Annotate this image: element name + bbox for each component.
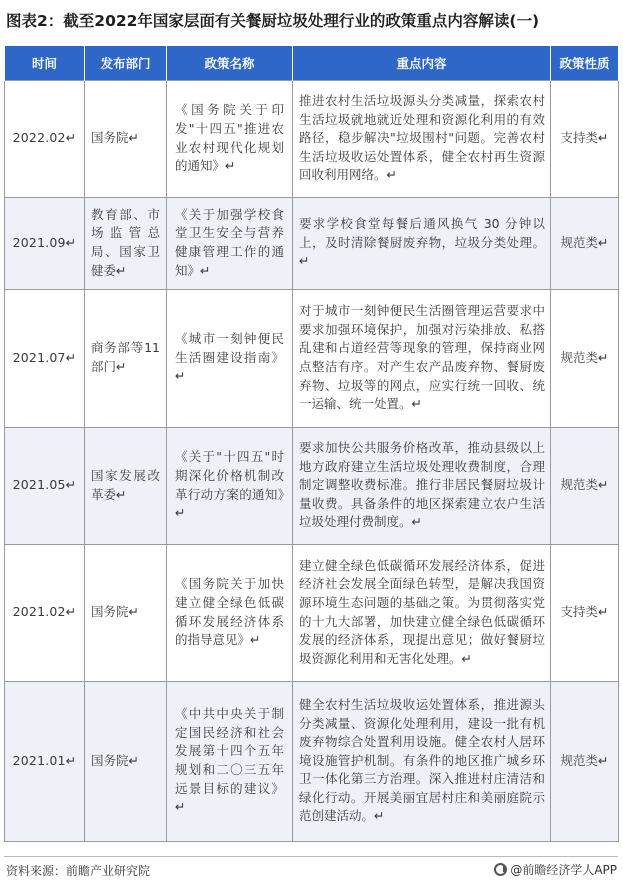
header-content: 重点内容 <box>293 46 551 80</box>
cell-nature: 规范类↵ <box>551 681 619 841</box>
header-time: 时间 <box>5 46 85 80</box>
source-note: 资料来源：前瞻产业研究院 <box>6 864 151 878</box>
cell-name: 《中共中央关于制定国民经济和社会发展第十四个五年规划和二〇三五年远景目标的建议》↵ <box>167 681 293 841</box>
cell-nature: 支持类↵ <box>551 544 619 681</box>
cell-name: 《国务院关于加快建立健全绿色低碳循环发展经济体系的指导意见》↵ <box>167 544 293 681</box>
table-row <box>5 80 619 197</box>
cell-name: 《关于加强学校食堂卫生安全与营养健康管理工作的通知》↵ <box>167 197 293 289</box>
cell-dept: 国务院↵ <box>85 681 167 841</box>
table-header-row <box>5 46 619 80</box>
table-row <box>5 289 619 427</box>
cell-nature: 支持类↵ <box>551 80 619 197</box>
table-row <box>5 427 619 544</box>
table-row <box>5 544 619 681</box>
brand-logo-icon <box>494 863 507 876</box>
cell-content: 要求加快公共服务价格改革，推动县级以上地方政府建立生活垃圾处理收费制度，合理制定调整收费标准。推行非居民餐厨垃圾计量收费。具备条件的地区探索建立农户生活垃圾处理付费制度。↵ <box>293 427 551 544</box>
policy-table <box>4 46 619 842</box>
header-name: 政策名称 <box>167 46 293 80</box>
cell-name: 《关于"十四五"时期深化价格机制改革行动方案的通知》↵ <box>167 427 293 544</box>
cell-content: 对于城市一刻钟便民生活圈管理运营要求中要求加强环境保护，加强对污染排放、私搭乱建和占道经营等现象的管理，保持商业网点整洁有序。对产生农产品废弃物、餐厨废弃物、垃圾等的网点，应实行统一回收、统一运输、统一处置。↵ <box>293 289 551 427</box>
cell-dept: 国家发展改革委↵ <box>85 427 167 544</box>
cell-time: 2021.09↵ <box>5 197 85 289</box>
cell-time: 2021.01↵ <box>5 681 85 841</box>
cell-content: 健全农村生活垃圾收运处置体系，推进源头分类减量、资源化处理利用，建设一批有机废弃物综合处置利用设施。健全农村人居环境设施管护机制。有条件的地区推广城乡环卫一体化第三方治理。深入推进村庄清洁和绿化行动。开展美丽宜居村庄和美丽庭院示范创建活动。↵ <box>293 681 551 841</box>
cell-dept: 国务院↵ <box>85 544 167 681</box>
cell-content: 建立健全绿色低碳循环发展经济体系，促进经济社会发展全面绿色转型，是解决我国资源环境生态问题的基础之策。为贯彻落实党的十九大部署，加快建立健全绿色低碳循环发展的经济体系，现提出意见；做好餐厨垃圾资源化利用和无害化处理。↵ <box>293 544 551 681</box>
cell-dept: 教育部、市场监管总局、国家卫健委↵ <box>85 197 167 289</box>
cell-time: 2021.05↵ <box>5 427 85 544</box>
cell-nature: 规范类↵ <box>551 289 619 427</box>
figure-title: 图表2：截至2022年国家层面有关餐厨垃圾处理行业的政策重点内容解读(一) <box>6 12 540 30</box>
table-row <box>5 681 619 841</box>
cell-time: 2021.02↵ <box>5 544 85 681</box>
cell-time: 2021.07↵ <box>5 289 85 427</box>
table-row <box>5 197 619 289</box>
footer-divider <box>4 856 618 857</box>
cell-dept: 商务部等11部门↵ <box>85 289 167 427</box>
cell-dept: 国务院↵ <box>85 80 167 197</box>
cell-name: 《国务院关于印发"十四五"推进农业农村现代化规划的通知》↵ <box>167 80 293 197</box>
cell-content: 推进农村生活垃圾源头分类减量，探索农村生活垃圾就地就近处理和资源化利用的有效路径，稳步解决"垃圾围村"问题。完善农村生活垃圾收运处置体系，健全农村再生资源回收利用网络。↵ <box>293 80 551 197</box>
brand-credit-text: @前瞻经济学人APP <box>510 863 617 877</box>
cell-nature: 规范类↵ <box>551 197 619 289</box>
cell-name: 《城市一刻钟便民生活圈建设指南》↵ <box>167 289 293 427</box>
header-nature: 政策性质 <box>551 46 619 80</box>
cell-time: 2022.02↵ <box>5 80 85 197</box>
cell-content: 要求学校食堂每餐后通风换气 30 分钟以上，及时清除餐厨废弃物，垃圾分类处理。↵ <box>293 197 551 289</box>
brand-credit <box>494 861 617 878</box>
cell-nature: 规范类↵ <box>551 427 619 544</box>
header-dept: 发布部门 <box>85 46 167 80</box>
